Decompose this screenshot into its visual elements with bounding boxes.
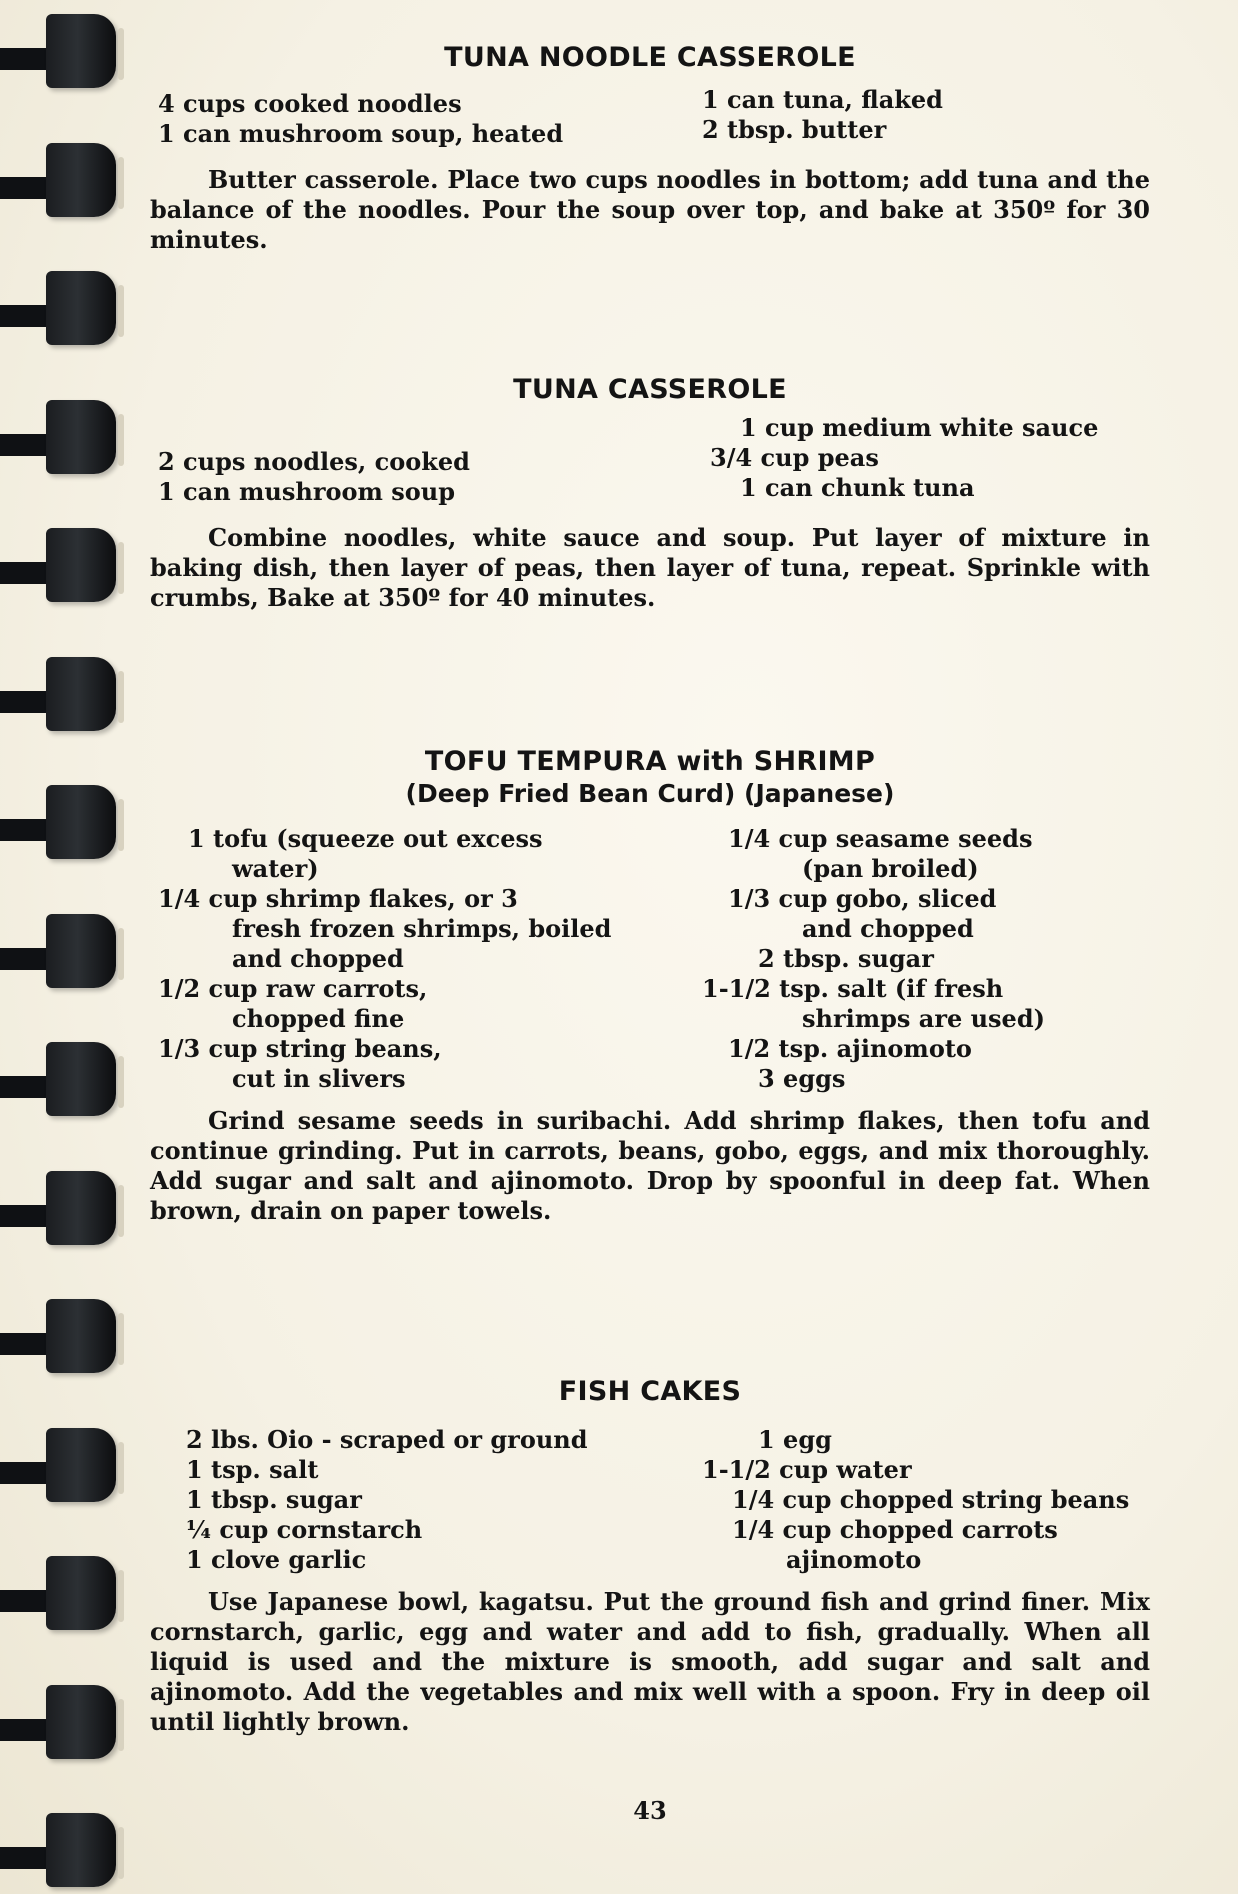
ingredient: 1 can chunk tuna — [740, 473, 975, 502]
recipe-title: TOFU TEMPURA with SHRIMP — [424, 746, 876, 777]
ingredient: 1/4 cup seasame seeds — [728, 824, 1033, 853]
recipe-directions: Combine noodles, white sauce and soup. Put layer of mixture in baking dish, then layer of peas, then layer of tuna, repeat. Sprinkle with crumbs, Bake at 350º for 40 minutes. — [150, 523, 1150, 612]
ingredient: 1 tofu (squeeze out excess — [188, 824, 543, 853]
recipe-title: TUNA NOODLE CASSEROLE — [444, 42, 856, 73]
recipe-tuna-casserole — [150, 374, 1150, 613]
binding-ring — [0, 914, 122, 992]
ingredient: 2 tbsp. sugar — [758, 944, 934, 973]
ingredient: 1/4 cup chopped string beans — [732, 1485, 1130, 1514]
binding-ring — [0, 785, 122, 863]
ingredient-list — [150, 413, 1150, 509]
recipe-directions: Butter casserole. Place two cups noodles in bottom; add tuna and the balance of the noodles. Pour the soup over top, and bake at 350º for 30 minutes. — [150, 165, 1150, 254]
ingredient: 1/2 tsp. ajinomoto — [728, 1034, 972, 1063]
ingredient: 1 can mushroom soup — [158, 477, 455, 506]
ingredient-list — [150, 87, 1150, 149]
ingredient: 1 cup medium white sauce — [740, 413, 1099, 442]
ingredient: 2 lbs. Oio - scraped or ground — [186, 1425, 588, 1454]
ingredient: 2 tbsp. butter — [702, 115, 887, 144]
binding-ring — [0, 657, 122, 735]
ingredient: 3 eggs — [758, 1064, 846, 1093]
ingredient: (pan broiled) — [802, 854, 979, 883]
recipe-fish-cakes — [150, 1376, 1150, 1737]
recipe-tuna-noodle-casserole — [150, 42, 1150, 255]
recipe-title: TUNA CASSEROLE — [513, 374, 787, 405]
binding-ring — [0, 1428, 122, 1506]
ingredient: 2 cups noodles, cooked — [158, 447, 470, 476]
spiral-binding — [0, 0, 140, 1894]
ingredient-list — [150, 1425, 1150, 1575]
page-number: 43 — [633, 1796, 667, 1825]
binding-ring — [0, 1042, 122, 1120]
ingredient: water) — [232, 854, 319, 883]
ingredient: 1 can mushroom soup, heated — [158, 119, 564, 148]
ingredient: chopped fine — [232, 1004, 405, 1033]
binding-ring — [0, 1299, 122, 1377]
recipe-title: FISH CAKES — [558, 1376, 742, 1407]
ingredient: fresh frozen shrimps, boiled — [232, 914, 612, 943]
ingredient: shrimps are used) — [802, 1004, 1045, 1033]
binding-ring — [0, 1171, 122, 1249]
ingredient: ¼ cup cornstarch — [186, 1515, 423, 1544]
ingredient: 1/4 cup chopped carrots — [732, 1515, 1058, 1544]
recipe-directions: Grind sesame seeds in suribachi. Add shrimp flakes, then tofu and continue grinding. Put in carrots, beans, gobo, eggs, and mix thoroughly. Add sugar and salt and ajinomoto. Drop by spoonful in deep fat. When brown, drain on paper towels. — [150, 1106, 1150, 1225]
ingredient: 1 clove garlic — [186, 1545, 367, 1574]
ingredient: 1 can tuna, flaked — [702, 85, 943, 114]
binding-ring — [0, 1813, 122, 1891]
ingredient: 1-1/2 tsp. salt (if fresh — [702, 974, 1004, 1003]
ingredient: cut in slivers — [232, 1064, 406, 1093]
ingredient: 1 egg — [758, 1425, 832, 1454]
binding-ring — [0, 528, 122, 606]
ingredient: and chopped — [802, 914, 974, 943]
binding-ring — [0, 143, 122, 221]
recipe-tofu-tempura — [150, 746, 1150, 1226]
ingredient: 1/4 cup shrimp flakes, or 3 — [158, 884, 518, 913]
ingredient: 4 cups cooked noodles — [158, 89, 462, 118]
ingredient: 1/3 cup gobo, sliced — [728, 884, 997, 913]
binding-ring — [0, 14, 122, 92]
ingredient-list — [150, 824, 1150, 1096]
ingredient: 3/4 cup peas — [710, 443, 879, 472]
ingredient: and chopped — [232, 944, 404, 973]
recipe-directions: Use Japanese bowl, kagatsu. Put the ground fish and grind finer. Mix cornstarch, garlic, egg and water and add to fish, gradually. When all liquid is used and the mixture is smooth, add sugar and salt and ajinomoto. Add the vegetables and mix well with a spoon. Fry in deep oil until lightly brown. — [150, 1587, 1150, 1736]
ingredient: 1/3 cup string beans, — [158, 1034, 442, 1063]
binding-ring — [0, 1685, 122, 1763]
ingredient: 1/2 cup raw carrots, — [158, 974, 428, 1003]
ingredient: 1 tbsp. sugar — [186, 1485, 362, 1514]
binding-ring — [0, 400, 122, 478]
ingredient: ajinomoto — [786, 1545, 922, 1574]
recipe-subtitle: (Deep Fried Bean Curd) (Japanese) — [405, 779, 895, 808]
binding-ring — [0, 1556, 122, 1634]
ingredient: 1 tsp. salt — [186, 1455, 319, 1484]
binding-ring — [0, 271, 122, 349]
ingredient: 1-1/2 cup water — [702, 1455, 912, 1484]
